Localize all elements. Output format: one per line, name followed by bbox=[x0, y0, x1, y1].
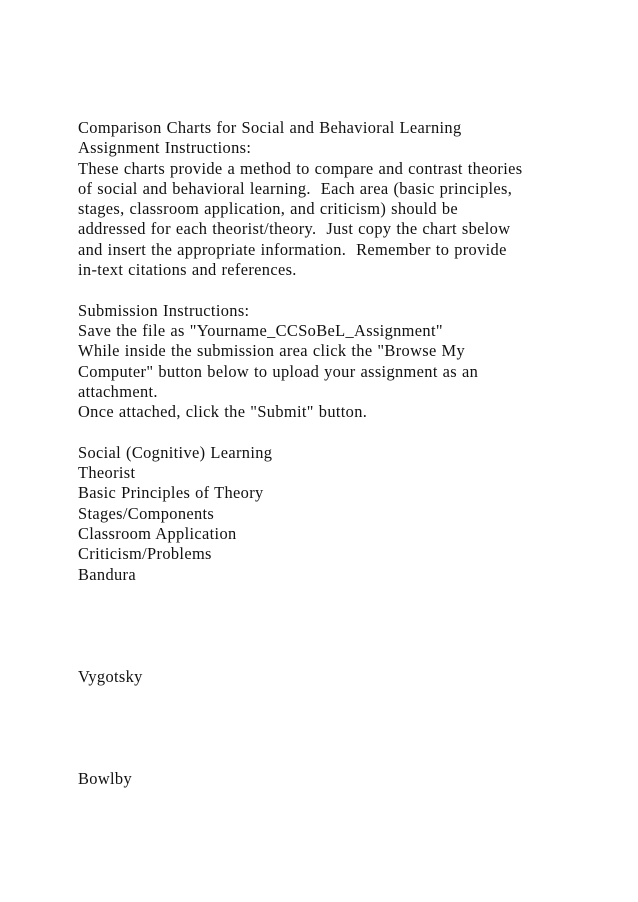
chart-column-label: Basic Principles of Theory bbox=[78, 483, 264, 503]
submission-heading: Submission Instructions: bbox=[78, 300, 250, 320]
instructions-line: in-text citations and references. bbox=[78, 260, 297, 280]
paragraph-gap bbox=[78, 280, 618, 300]
theorist-bandura: Bandura bbox=[78, 565, 136, 584]
submission-line: Computer" button below to upload your assignment as an bbox=[78, 361, 479, 381]
paragraph-gap bbox=[78, 422, 618, 442]
chart-heading: Social (Cognitive) Learning bbox=[78, 442, 273, 462]
assignment-heading: Assignment Instructions: bbox=[78, 138, 252, 158]
chart-column-label: Theorist bbox=[78, 463, 136, 483]
instructions-line: and insert the appropriate information. Remember to provide bbox=[78, 239, 507, 259]
document-title: Comparison Charts for Social and Behavioral Learning bbox=[78, 118, 462, 137]
instructions-line: of social and behavioral learning. Each area (basic principles, bbox=[78, 178, 513, 198]
submission-line: While inside the submission area click the "Browse My bbox=[78, 341, 466, 361]
theorist-vygotsky: Vygotsky bbox=[78, 667, 143, 686]
document-body bbox=[78, 118, 618, 565]
instructions-line: stages, classroom application, and criticism) should be bbox=[78, 199, 459, 219]
submission-line: Once attached, click the "Submit" button. bbox=[78, 402, 368, 422]
instructions-line: These charts provide a method to compare and contrast theories bbox=[78, 158, 523, 178]
submission-line: attachment. bbox=[78, 381, 158, 401]
theorist-bowlby: Bowlby bbox=[78, 769, 133, 788]
submission-line: Save the file as "Yourname_CCSoBeL_Assignment" bbox=[78, 320, 443, 340]
chart-column-label: Classroom Application bbox=[78, 523, 237, 543]
chart-column-label: Criticism/Problems bbox=[78, 544, 212, 564]
instructions-line: addressed for each theorist/theory. Just copy the chart sbelow bbox=[78, 219, 511, 239]
chart-column-label: Stages/Components bbox=[78, 503, 215, 523]
